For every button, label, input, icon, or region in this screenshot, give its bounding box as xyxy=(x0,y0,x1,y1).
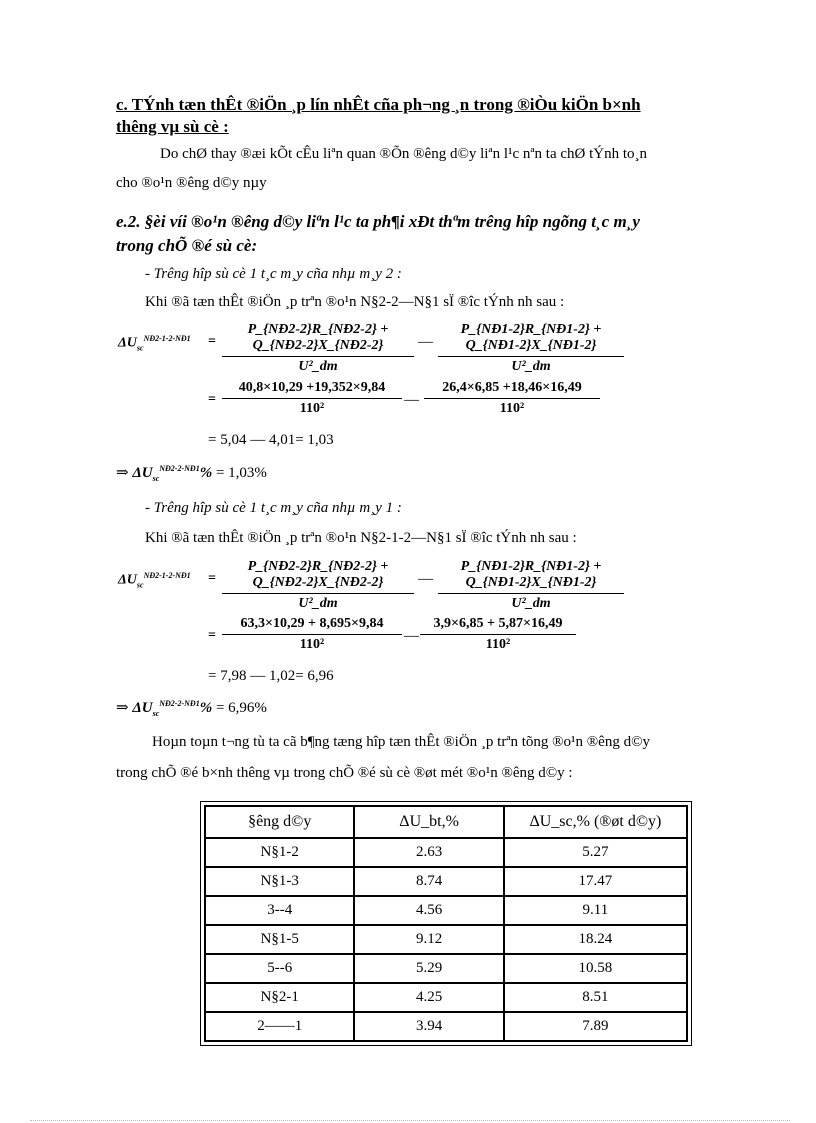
section-e2-heading-line1: e.2. §èi víi ®o¹n ®êng d©y liªn l¹c ta ph¶i xÐt thªm trêng hîp ngõng t¸c m¸y xyxy=(116,212,640,231)
case2-formula-eq: = xyxy=(208,571,216,586)
case2-formula-term2: $\frac{P\_\{NĐ1-2\}R\_\{NĐ1-2\} + Q\_\{NĐ1-2\}X\_\{NĐ1-2\}}{\text{U²\_dm}}$ xyxy=(438,559,624,612)
case1-intro: Khi ®ã tæn thÊt ®iÖn ¸p trªn ®o¹n N§2-2—N§1 sÏ ®îc tÝnh nh sau : xyxy=(145,294,565,310)
case1-percent: ⇒ $\Delta U_{sc}^{NĐ2-2-NĐ1}\% = 1,03\%$ xyxy=(116,464,267,483)
case2-intro: Khi ®ã tæn thÊt ®iÖn ¸p trªn ®o¹n N§2-1-2—N§1 sÏ ®îc tÝnh nh sau : xyxy=(145,530,577,546)
case1-title: - Trêng hîp sù cè 1 t¸c m¸y cña nhµ m¸y 2 : xyxy=(145,266,402,282)
voltage-loss-table xyxy=(204,805,688,1042)
case2-result: = 7,98 — 1,02= 6,96 xyxy=(208,668,334,684)
case2-numeric-minus: — xyxy=(404,628,419,644)
table-cell-line: 5--6 xyxy=(205,954,354,983)
table-cell-normal: 9.12 xyxy=(354,925,503,954)
section-c-paragraph-line1: Do chØ thay ®æi kÕt cÊu liªn quan ®Õn ®êng d©y liªn l¹c nªn ta chØ tÝnh to¸n xyxy=(160,146,648,162)
table-row xyxy=(205,925,687,954)
table-row xyxy=(205,954,687,983)
table-cell-fault: 9.11 xyxy=(504,896,687,925)
case2-numeric-term2: $\frac{3,9\times 6,85 + 5,87\times 16,49}{\text{110²}}$ xyxy=(420,616,576,653)
case1-formula-lhs: $\Delta U_{sc}^{NĐ2-1-2-NĐ1}$ xyxy=(118,334,191,353)
table-cell-fault: 17.47 xyxy=(504,867,687,896)
table-row xyxy=(205,983,687,1012)
table-cell-normal: 2.63 xyxy=(354,838,503,867)
table-header-line: §êng d©y xyxy=(205,806,354,838)
case1-result: = 5,04 — 4,01= 1,03 xyxy=(208,432,334,448)
table-cell-normal: 3.94 xyxy=(354,1012,503,1041)
table-row xyxy=(205,896,687,925)
section-e2-heading-line2: trong chÕ ®é sù cè: xyxy=(116,236,258,255)
table-cell-fault: 10.58 xyxy=(504,954,687,983)
table-cell-line: N§1-3 xyxy=(205,867,354,896)
case1-formula-minus: — xyxy=(418,334,433,350)
table-cell-normal: 8.74 xyxy=(354,867,503,896)
table-cell-line: N§1-2 xyxy=(205,838,354,867)
case1-formula-term1: $\frac{P\_\{NĐ2-2\}R\_\{NĐ2-2\} + Q\_\{NĐ2-2\}X\_\{NĐ2-2\}}{\text{U²\_dm}}$ xyxy=(222,322,414,375)
table-cell-line: 3--4 xyxy=(205,896,354,925)
case1-numeric-minus: — xyxy=(404,392,419,408)
table-cell-normal: 4.25 xyxy=(354,983,503,1012)
case2-title: - Trêng hîp sù cè 1 t¸c m¸y cña nhµ m¸y 1 : xyxy=(145,500,402,516)
case1-formula-eq: = xyxy=(208,334,216,349)
case1-formula-term2: $\frac{P\_\{NĐ1-2\}R\_\{NĐ1-2\} + Q\_\{NĐ1-2\}X\_\{NĐ1-2\}}{\text{U²\_dm}}$ xyxy=(438,322,624,375)
case2-formula-term1: $\frac{P\_\{NĐ2-2\}R\_\{NĐ2-2\} + Q\_\{NĐ2-2\}X\_\{NĐ2-2\}}{\text{U²\_dm}}$ xyxy=(222,559,414,612)
summary-line1: Hoµn toµn t¬ng tù ta cã b¶ng tæng hîp tæn thÊt ®iÖn ¸p trªn tõng ®o¹n ®êng d©y xyxy=(152,734,650,750)
table-header-fault: ΔU_sc,% (®øt d©y) xyxy=(504,806,687,838)
case2-numeric-eq: = xyxy=(208,628,216,643)
page-bottom-divider xyxy=(30,1120,790,1122)
section-c-heading-line1: c. TÝnh tæn thÊt ®iÖn ¸p lín nhÊt cña ph¬ng ¸n trong ®iÒu kiÖn b×nh xyxy=(116,95,641,114)
table-row xyxy=(205,1012,687,1041)
section-c-paragraph-line2: cho ®o¹n ®êng d©y nµy xyxy=(116,175,267,191)
table-header-normal: ΔU_bt,% xyxy=(354,806,503,838)
table-cell-fault: 5.27 xyxy=(504,838,687,867)
table-cell-normal: 4.56 xyxy=(354,896,503,925)
case2-formula-lhs: $\Delta U_{sc}^{NĐ2-1-2-NĐ1}$ xyxy=(118,571,191,590)
case1-numeric-eq: = xyxy=(208,392,216,407)
section-c-heading-line2: thêng vµ sù cè : xyxy=(116,117,229,136)
table-row xyxy=(205,838,687,867)
case2-formula-minus: — xyxy=(418,571,433,587)
case1-numeric-term2: $\frac{26,4\times 6,85 +18,46\times 16,49}{\text{110²}}$ xyxy=(424,380,600,417)
table-cell-fault: 7.89 xyxy=(504,1012,687,1041)
case2-percent: ⇒ $\Delta U_{sc}^{NĐ2-2-NĐ1}\% = 6,96\%$ xyxy=(116,699,267,718)
table-cell-normal: 5.29 xyxy=(354,954,503,983)
table-header-row xyxy=(205,806,687,838)
table-cell-fault: 8.51 xyxy=(504,983,687,1012)
table-row xyxy=(205,867,687,896)
table-cell-line: 2——1 xyxy=(205,1012,354,1041)
case2-numeric-term1: $\frac{63,3\times 10,29 + 8,695\times 9,84}{\text{110²}}$ xyxy=(222,616,402,653)
table-cell-line: N§1-5 xyxy=(205,925,354,954)
table-cell-line: N§2-1 xyxy=(205,983,354,1012)
table-cell-fault: 18.24 xyxy=(504,925,687,954)
summary-line2: trong chÕ ®é b×nh thêng vµ trong chÕ ®é sù cè ®øt mét ®o¹n ®êng d©y : xyxy=(116,765,573,781)
case1-numeric-term1: $\frac{40,8\times 10,29 +19,352\times 9,84}{\text{110²}}$ xyxy=(222,380,402,417)
